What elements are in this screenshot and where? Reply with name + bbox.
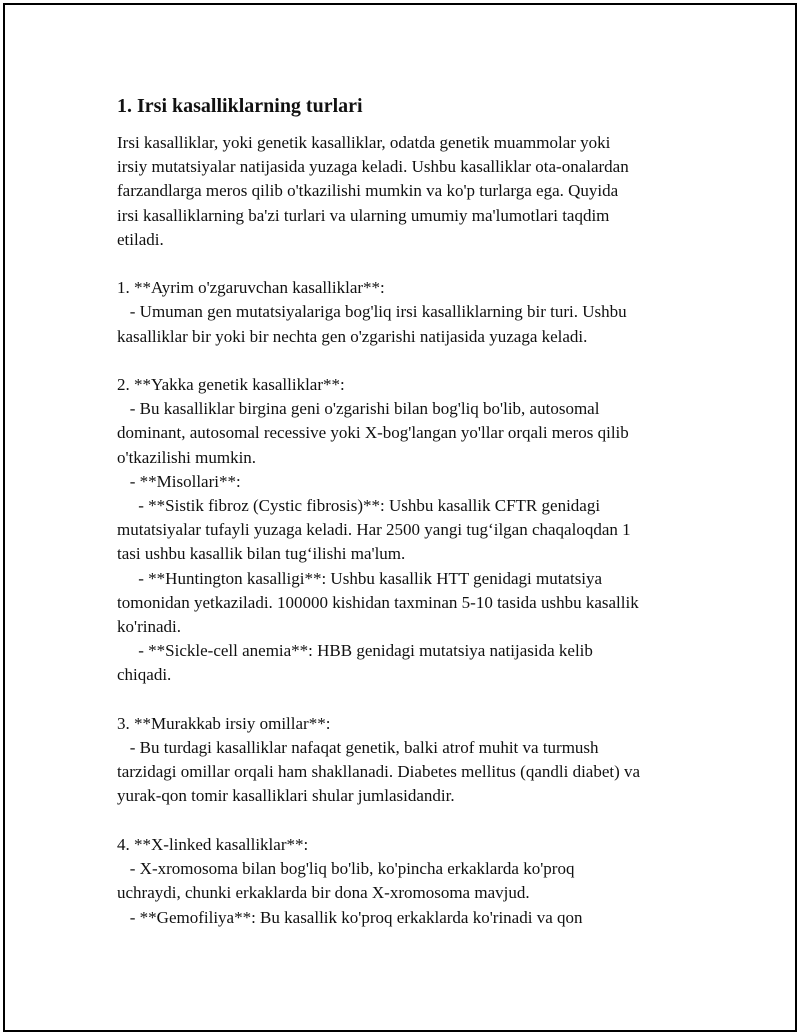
document-body	[117, 88, 697, 930]
text-line: tasi ushbu kasallik bilan tug‘ilishi ma'lum.	[117, 544, 406, 564]
document-text	[117, 131, 697, 930]
blank-line	[117, 809, 697, 833]
text-line: uchraydi, chunki erkaklarda bir dona X-xromosoma mavjud.	[117, 883, 530, 903]
blank-line	[117, 252, 697, 276]
text-line: chiqadi.	[117, 665, 172, 685]
blank-line	[117, 349, 697, 373]
document-title: 1. Irsi kasalliklarning turlari	[117, 95, 363, 117]
text-line: o'tkazilishi mumkin.	[117, 447, 257, 467]
text-line: farzandlarga meros qilib o'tkazilishi mumkin va ko'p turlarga ega. Quyida	[117, 181, 619, 201]
text-line: tomonidan yetkaziladi. 100000 kishidan taxminan 5-10 tasida ushbu kasallik	[117, 592, 639, 612]
text-line: mutatsiyalar tufayli yuzaga keladi. Har 2500 yangi tug‘ilgan chaqaloqdan 1	[117, 520, 631, 540]
text-line: Irsi kasalliklar, yoki genetik kasalliklar, odatda genetik muammolar yoki	[117, 133, 611, 152]
text-line: - Umuman gen mutatsiyalariga bog'liq irsi kasalliklarning bir turi. Ushbu	[117, 302, 627, 322]
text-line: - X-xromosoma bilan bog'liq bo'lib, ko'pincha erkaklarda ko'proq	[117, 859, 575, 879]
text-line: - Bu kasalliklar birgina geni o'zgarishi bilan bog'liq bo'lib, autosomal	[117, 399, 600, 419]
text-line: 1. **Ayrim o'zgaruvchan kasalliklar**:	[117, 278, 385, 298]
text-line: dominant, autosomal recessive yoki X-bog'langan yo'llar orqali meros qilib	[117, 423, 629, 443]
text-line: irsi kasalliklarning ba'zi turlari va ularning umumiy ma'lumotlari taqdim	[117, 205, 610, 225]
text-line: - **Sickle-cell anemia**: HBB genidagi mutatsiya natijasida kelib	[117, 641, 593, 661]
text-line: - **Sistik fibroz (Cystic fibrosis)**: Ushbu kasallik CFTR genidagi	[117, 496, 601, 516]
text-line: - **Gemofiliya**: Bu kasallik ko'proq erkaklarda ko'rinadi va qon	[117, 907, 583, 927]
text-line: 2. **Yakka genetik kasalliklar**:	[117, 375, 345, 395]
text-line: - **Huntington kasalligi**: Ushbu kasallik HTT genidagi mutatsiya	[117, 568, 603, 588]
text-line: etiladi.	[117, 229, 164, 249]
text-line: ko'rinadi.	[117, 617, 181, 637]
text-line: yurak-qon tomir kasalliklari shular jumlasidandir.	[117, 786, 455, 806]
text-line: kasalliklar bir yoki bir nechta gen o'zgarishi natijasida yuzaga keladi.	[117, 326, 588, 346]
text-line: 3. **Murakkab irsiy omillar**:	[117, 713, 331, 733]
text-line: 4. **X-linked kasalliklar**:	[117, 834, 309, 854]
blank-line	[117, 688, 697, 712]
text-line: - **Misollari**:	[117, 471, 241, 491]
text-line: tarzidagi omillar orqali ham shakllanadi. Diabetes mellitus (qandli diabet) va	[117, 762, 641, 782]
text-line: - Bu turdagi kasalliklar nafaqat genetik, balki atrof muhit va turmush	[117, 738, 599, 758]
text-line: irsiy mutatsiyalar natijasida yuzaga keladi. Ushbu kasalliklar ota-onalardan	[117, 157, 629, 177]
